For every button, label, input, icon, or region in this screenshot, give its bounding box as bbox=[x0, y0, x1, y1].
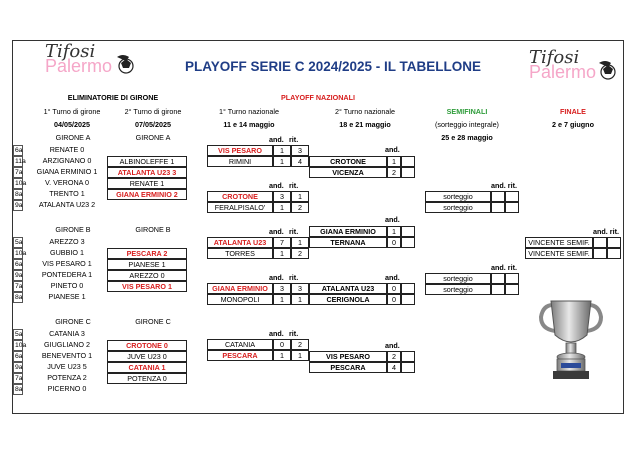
seed-code: 7a bbox=[15, 169, 23, 176]
team-cell: FERALPISALO' bbox=[207, 202, 273, 213]
final-cell: VINCENTE SEMIF. bbox=[525, 248, 593, 259]
team-cell: CATANIA bbox=[207, 339, 273, 350]
team-cell: POTENZA 2 bbox=[47, 373, 87, 382]
score-cell-empty bbox=[401, 351, 415, 362]
girone-a-label-r2: GIRONE A bbox=[135, 133, 171, 142]
trophy-icon bbox=[533, 297, 609, 389]
seed-code: 7a bbox=[15, 375, 23, 382]
score-cell: 1 bbox=[387, 226, 401, 237]
seed-code: 8a bbox=[15, 386, 23, 393]
col1-date: 04/05/2025 bbox=[54, 120, 90, 129]
score-cell: 0 bbox=[273, 339, 291, 350]
team-cell: GIUGLIANO 2 bbox=[44, 340, 90, 349]
score-cell: 1 bbox=[273, 145, 291, 156]
team-cell: PESCARA bbox=[309, 362, 387, 373]
score-cell: 7 bbox=[273, 237, 291, 248]
team-cell: ATALANTA U23 3 bbox=[107, 167, 187, 178]
rit-label: rit. bbox=[289, 135, 299, 144]
seed-code: 9a bbox=[15, 202, 23, 209]
team-cell: VIS PESARO 1 bbox=[107, 281, 187, 292]
eliminatorie-header: ELIMINATORIE DI GIRONE bbox=[67, 93, 159, 102]
team-cell: PICERNO 0 bbox=[47, 384, 87, 393]
andrit-label: and. rit. bbox=[491, 263, 517, 272]
score-cell-empty bbox=[401, 156, 415, 167]
score-cell: 2 bbox=[387, 351, 401, 362]
score-cell: 1 bbox=[273, 294, 291, 305]
rit-label: rit. bbox=[289, 329, 299, 338]
team-cell: VICENZA bbox=[309, 167, 387, 178]
col5-label: SEMIFINALI bbox=[446, 107, 488, 116]
team-cell: ATALANTA U23 bbox=[309, 283, 387, 294]
col5-sub: (sorteggio integrale) bbox=[435, 120, 499, 129]
seed-code: 9a bbox=[15, 364, 23, 371]
team-cell: JUVE U23 0 bbox=[107, 351, 187, 362]
score-cell: 1 bbox=[273, 156, 291, 167]
girone-c-label-r1: GIRONE C bbox=[55, 317, 91, 326]
rit-label: rit. bbox=[289, 227, 299, 236]
col2-date: 07/05/2025 bbox=[135, 120, 171, 129]
team-cell: GIANA ERMINIO bbox=[309, 226, 387, 237]
col3-date: 11 e 14 maggio bbox=[223, 120, 275, 129]
score-cell: 3 bbox=[291, 283, 309, 294]
team-cell: BENEVENTO 1 bbox=[41, 351, 93, 360]
seed-code: 9a bbox=[15, 272, 23, 279]
score-cell-empty bbox=[491, 202, 505, 213]
score-cell: 4 bbox=[387, 362, 401, 373]
team-cell: RIMINI bbox=[207, 156, 273, 167]
semifinal-cell: sorteggio bbox=[425, 191, 491, 202]
eagle-ball-icon bbox=[597, 59, 619, 81]
score-cell-empty bbox=[607, 248, 621, 259]
girone-c-label-r2: GIRONE C bbox=[135, 317, 171, 326]
team-cell: POTENZA 0 bbox=[107, 373, 187, 384]
team-cell: ARZIGNANO 0 bbox=[42, 156, 92, 165]
score-cell-empty bbox=[491, 191, 505, 202]
team-cell: TORRES bbox=[207, 248, 273, 259]
col3-label: 1° Turno nazionale bbox=[218, 107, 280, 116]
col6-date: 2 e 7 giugno bbox=[552, 120, 594, 129]
team-cell: AREZZO 3 bbox=[49, 237, 85, 246]
score-cell-empty bbox=[505, 284, 519, 295]
semifinal-cell: sorteggio bbox=[425, 202, 491, 213]
team-cell: PONTEDERA 1 bbox=[41, 270, 93, 279]
tifosi-palermo-logo-right bbox=[529, 49, 596, 81]
and-label: and. bbox=[385, 215, 400, 224]
team-cell: PINETO 0 bbox=[50, 281, 84, 290]
score-cell: 0 bbox=[387, 283, 401, 294]
seed-code: 10a bbox=[15, 180, 27, 187]
seed-code: 11a bbox=[15, 158, 26, 165]
team-cell: GIANA ERMINIO 2 bbox=[107, 189, 187, 200]
score-cell: 1 bbox=[273, 350, 291, 361]
score-cell: 2 bbox=[387, 167, 401, 178]
seed-code: 10a bbox=[15, 250, 27, 257]
team-cell: CATANIA 1 bbox=[107, 362, 187, 373]
and-label: and. bbox=[269, 273, 284, 282]
and-label: and. bbox=[385, 145, 400, 154]
seed-code: 5a bbox=[15, 239, 23, 246]
eagle-ball-icon bbox=[115, 53, 137, 75]
team-cell: TRENTO 1 bbox=[49, 189, 85, 198]
score-cell: 1 bbox=[291, 350, 309, 361]
team-cell: ATALANTA U23 2 bbox=[38, 200, 96, 209]
page-title: PLAYOFF SERIE C 2024/2025 - IL TABELLONE bbox=[184, 59, 482, 74]
team-cell: CROTONE bbox=[309, 156, 387, 167]
score-cell-empty bbox=[491, 284, 505, 295]
seed-code: 8a bbox=[15, 294, 23, 301]
col5-date: 25 e 28 maggio bbox=[441, 133, 493, 142]
girone-b-label-r2: GIRONE B bbox=[135, 225, 171, 234]
col2-label: 2° Turno di girone bbox=[124, 107, 182, 116]
and-label: and. bbox=[269, 135, 284, 144]
team-cell: JUVE U23 5 bbox=[47, 362, 87, 371]
col4-label: 2° Turno nazionale bbox=[334, 107, 396, 116]
score-cell-empty bbox=[401, 237, 415, 248]
rit-label: rit. bbox=[289, 181, 299, 190]
bracket-sheet bbox=[12, 40, 624, 414]
seed-code: 10a bbox=[15, 342, 27, 349]
and-label: and. bbox=[269, 227, 284, 236]
score-cell: 1 bbox=[291, 237, 309, 248]
team-cell: MONOPOLI bbox=[207, 294, 273, 305]
score-cell: 3 bbox=[291, 145, 309, 156]
score-cell-empty bbox=[593, 237, 607, 248]
score-cell: 1 bbox=[291, 191, 309, 202]
seed-code: 6a bbox=[15, 353, 23, 360]
score-cell-empty bbox=[607, 237, 621, 248]
score-cell: 1 bbox=[387, 156, 401, 167]
score-cell: 1 bbox=[273, 248, 291, 259]
team-cell: PESCARA 2 bbox=[107, 248, 187, 259]
score-cell: 2 bbox=[291, 202, 309, 213]
girone-a-label-r1: GIRONE A bbox=[55, 133, 91, 142]
col6-label: FINALE bbox=[560, 107, 586, 116]
score-cell-empty bbox=[505, 273, 519, 284]
score-cell-empty bbox=[505, 191, 519, 202]
and-label: and. bbox=[269, 181, 284, 190]
seed-code: 8a bbox=[15, 191, 23, 198]
score-cell: 0 bbox=[387, 237, 401, 248]
and-label: and. bbox=[385, 273, 400, 282]
seed-code: 7a bbox=[15, 283, 23, 290]
score-cell-empty bbox=[401, 283, 415, 294]
team-cell: RENATE 0 bbox=[49, 145, 85, 154]
team-cell: AREZZO 0 bbox=[107, 270, 187, 281]
score-cell: 2 bbox=[291, 248, 309, 259]
team-cell: CATANIA 3 bbox=[49, 329, 85, 338]
girone-b-label-r1: GIRONE B bbox=[55, 225, 91, 234]
score-cell-empty bbox=[505, 202, 519, 213]
team-cell: TERNANA bbox=[309, 237, 387, 248]
col1-label: 1° Turno di girone bbox=[43, 107, 101, 116]
team-cell: CROTONE 0 bbox=[107, 340, 187, 351]
logo-word-palermo: Palermo bbox=[45, 56, 113, 76]
col4-date: 18 e 21 maggio bbox=[339, 120, 391, 129]
team-cell: PIANESE 1 bbox=[48, 292, 86, 301]
final-cell: VINCENTE SEMIF. bbox=[525, 237, 593, 248]
team-cell: VIS PESARO bbox=[207, 145, 273, 156]
team-cell: ATALANTA U23 bbox=[207, 237, 273, 248]
logo-word-tifosi: Tifosi bbox=[45, 41, 96, 62]
team-cell: VIS PESARO 1 bbox=[42, 259, 92, 268]
seed-code: 6a bbox=[15, 147, 23, 154]
score-cell-empty bbox=[401, 294, 415, 305]
team-cell: CERIGNOLA bbox=[309, 294, 387, 305]
seed-code: 6a bbox=[15, 261, 23, 268]
score-cell: 0 bbox=[387, 294, 401, 305]
team-cell: PIANESE 1 bbox=[107, 259, 187, 270]
team-cell: GUBBIO 1 bbox=[50, 248, 84, 257]
tifosi-palermo-logo-left bbox=[45, 43, 112, 75]
andrit-label: and. rit. bbox=[593, 227, 619, 236]
team-cell: GIANA ERMINIO bbox=[207, 283, 273, 294]
team-cell: CROTONE bbox=[207, 191, 273, 202]
team-cell: V. VERONA 0 bbox=[44, 178, 90, 187]
semifinal-cell: sorteggio bbox=[425, 284, 491, 295]
score-cell: 4 bbox=[291, 156, 309, 167]
and-label: and. bbox=[269, 329, 284, 338]
team-cell: RENATE 1 bbox=[107, 178, 187, 189]
team-cell: GIANA ERMINIO 1 bbox=[36, 167, 98, 176]
seed-code: 5a bbox=[15, 331, 23, 338]
score-cell-empty bbox=[593, 248, 607, 259]
logo-word-palermo: Palermo bbox=[529, 62, 597, 82]
andrit-label: and. rit. bbox=[491, 181, 517, 190]
semifinal-cell: sorteggio bbox=[425, 273, 491, 284]
logo-word-tifosi: Tifosi bbox=[529, 47, 580, 68]
score-cell: 3 bbox=[273, 191, 291, 202]
rit-label: rit. bbox=[289, 273, 299, 282]
score-cell: 1 bbox=[273, 202, 291, 213]
score-cell-empty bbox=[401, 362, 415, 373]
score-cell: 1 bbox=[291, 294, 309, 305]
score-cell-empty bbox=[401, 167, 415, 178]
score-cell-empty bbox=[491, 273, 505, 284]
playoff-nazionali-header: PLAYOFF NAZIONALI bbox=[280, 93, 355, 102]
and-label: and. bbox=[385, 341, 400, 350]
team-cell: VIS PESARO bbox=[309, 351, 387, 362]
team-cell: ALBINOLEFFE 1 bbox=[107, 156, 187, 167]
score-cell: 2 bbox=[291, 339, 309, 350]
team-cell: PESCARA bbox=[207, 350, 273, 361]
score-cell: 3 bbox=[273, 283, 291, 294]
score-cell-empty bbox=[401, 226, 415, 237]
